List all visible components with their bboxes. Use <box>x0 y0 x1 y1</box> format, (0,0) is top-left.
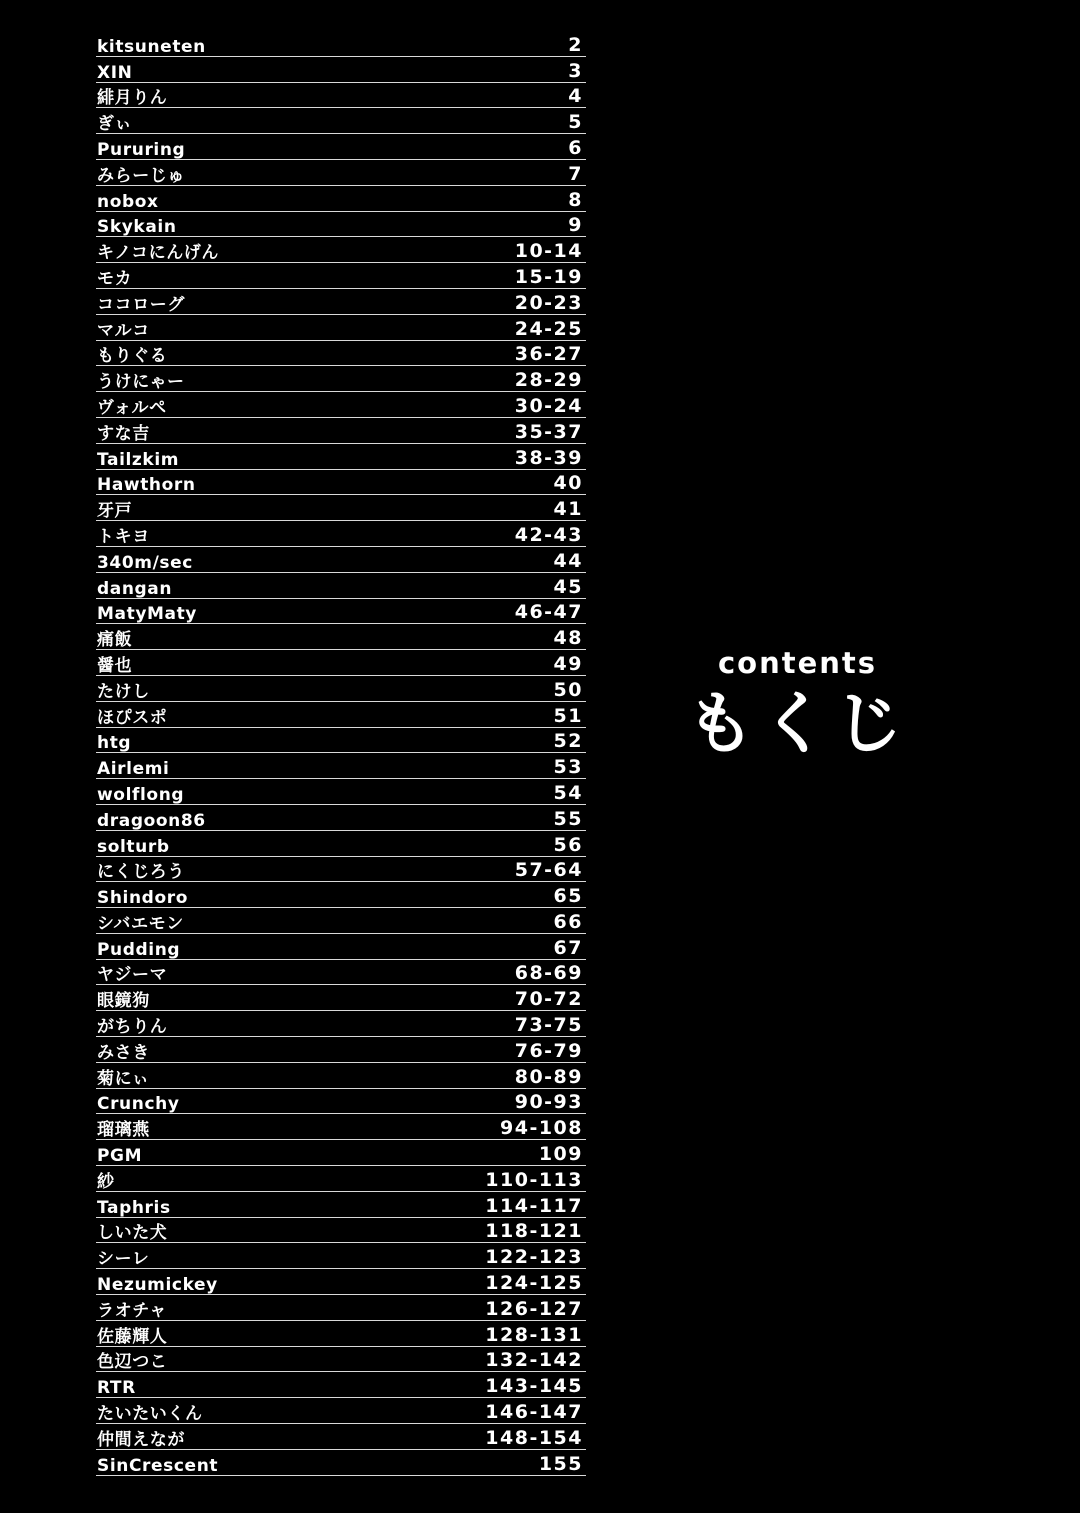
toc-entry <box>96 882 586 908</box>
toc-entry-pages: 2 <box>568 33 583 56</box>
toc-entry <box>96 495 586 521</box>
toc-entry-name: マルコ <box>97 320 150 341</box>
toc-entry-name: dragoon86 <box>97 810 206 831</box>
toc-entry-name: Pudding <box>97 939 181 960</box>
toc-entry <box>96 1269 586 1295</box>
toc-entry <box>96 341 586 367</box>
toc-entry-name: にくじろう <box>97 862 185 883</box>
toc-entry-name: もりぐる <box>97 346 168 367</box>
toc-entry-pages: 46-47 <box>514 601 583 624</box>
toc-entry <box>96 31 586 57</box>
toc-entry <box>96 1011 586 1037</box>
contents-title-block <box>680 645 915 765</box>
toc-entry-name: 緋月りん <box>97 88 168 109</box>
toc-entry-name: キノコにんげん <box>97 243 220 264</box>
toc-entry-name: Airlemi <box>97 759 170 780</box>
toc-entry-name: Pururing <box>97 139 186 160</box>
toc-entry-name: ラオチャ <box>97 1300 167 1321</box>
toc-entry-pages: 66 <box>553 910 583 933</box>
toc-entry-pages: 35-37 <box>514 420 583 443</box>
toc-entry <box>96 1243 586 1269</box>
toc-entry <box>96 470 586 496</box>
toc-entry-name: たけし <box>97 681 150 702</box>
toc-entry <box>96 753 586 779</box>
toc-entry <box>96 237 586 263</box>
toc-entry-name: ぎぃ <box>97 114 133 135</box>
toc-entry <box>96 702 586 728</box>
toc-entry <box>96 805 586 831</box>
toc-entry-name: 菊にぃ <box>97 1068 150 1089</box>
toc-entry-pages: 57-64 <box>514 859 583 882</box>
toc-entry-pages: 68-69 <box>514 962 583 985</box>
toc-entry-pages: 40 <box>553 472 583 495</box>
toc-entry <box>96 1321 586 1347</box>
contents-title-english: contents <box>717 646 878 680</box>
toc-entry-name: ヤジーマ <box>97 965 168 986</box>
toc-entry-pages: 41 <box>553 498 583 521</box>
toc-entry-name: MatyMaty <box>97 604 197 625</box>
toc-entry <box>96 985 586 1011</box>
toc-entry-name: Taphris <box>97 1197 171 1218</box>
toc-entry <box>96 160 586 186</box>
toc-entry <box>96 960 586 986</box>
toc-entry-pages: 122-123 <box>485 1246 583 1269</box>
toc-entry-name: 眼鏡狗 <box>97 991 150 1012</box>
toc-entry <box>96 573 586 599</box>
toc-entry <box>96 1347 586 1373</box>
toc-entry <box>96 857 586 883</box>
toc-entry-name: 340m/sec <box>97 552 193 573</box>
toc-entry-pages: 49 <box>553 652 583 675</box>
toc-entry-pages: 7 <box>568 162 583 185</box>
toc-entry-name: wolflong <box>97 784 185 805</box>
toc-entry-pages: 56 <box>553 833 583 856</box>
toc-entry-name: nobox <box>97 191 159 212</box>
toc-entry-pages: 124-125 <box>485 1272 583 1295</box>
toc-entry-pages: 90-93 <box>514 1091 583 1114</box>
toc-entry-name: 牙戸 <box>97 501 133 522</box>
toc-entry-pages: 44 <box>553 549 583 572</box>
toc-entry-pages: 94-108 <box>500 1117 583 1140</box>
toc-entry <box>96 1218 586 1244</box>
toc-entry-name: ヴォルペ <box>97 397 167 418</box>
toc-entry <box>96 1192 586 1218</box>
toc-entry-pages: 132-142 <box>485 1349 583 1372</box>
toc-entry <box>96 366 586 392</box>
toc-entry-pages: 53 <box>553 756 583 779</box>
toc-entry-pages: 110-113 <box>485 1168 583 1191</box>
toc-entry-pages: 24-25 <box>514 317 583 340</box>
toc-entry-name: SinCrescent <box>97 1455 219 1476</box>
toc-entry-name: みらーじゅ <box>97 165 185 186</box>
toc-entry-pages: 50 <box>553 678 583 701</box>
toc-entry-pages: 3 <box>568 59 583 82</box>
toc-entry-pages: 51 <box>553 704 583 727</box>
toc-entry-pages: 146-147 <box>485 1401 583 1424</box>
toc-entry-name: dangan <box>97 578 173 599</box>
toc-entry <box>96 186 586 212</box>
toc-entry-name: solturb <box>97 836 170 857</box>
toc-entry <box>96 108 586 134</box>
toc-entry-name: kitsuneten <box>97 36 206 57</box>
toc-entry-pages: 28-29 <box>514 369 583 392</box>
toc-entry-pages: 148-154 <box>485 1426 583 1449</box>
toc-entry <box>96 1398 586 1424</box>
toc-entry <box>96 547 586 573</box>
toc-entry-name: Skykain <box>97 217 177 238</box>
toc-entry-pages: 109 <box>538 1143 583 1166</box>
toc-entry <box>96 650 586 676</box>
toc-entry <box>96 831 586 857</box>
toc-entry <box>96 1450 586 1476</box>
toc-entry-name: ほぴスポ <box>97 707 168 728</box>
toc-entry <box>96 392 586 418</box>
toc-entry-pages: 52 <box>553 730 583 753</box>
toc-entry-pages: 15-19 <box>514 265 583 288</box>
toc-entry <box>96 908 586 934</box>
toc-entry-pages: 73-75 <box>514 1014 583 1037</box>
toc-entry-pages: 20-23 <box>514 291 583 314</box>
toc-entry-pages: 30-24 <box>514 394 583 417</box>
toc-entry <box>96 418 586 444</box>
toc-entry-name: しいた犬 <box>97 1223 168 1244</box>
toc-entry <box>96 1372 586 1398</box>
toc-entry-name: 佐藤輝人 <box>97 1326 168 1347</box>
toc-entry-pages: 4 <box>568 85 583 108</box>
toc-entry <box>96 83 586 109</box>
toc-entry-name: がちりん <box>97 1017 168 1038</box>
contents-title-japanese: もくじ <box>686 685 909 764</box>
toc-entry-name: すな吉 <box>97 423 150 444</box>
toc-entry-name: XIN <box>97 62 133 83</box>
toc-entry-pages: 76-79 <box>514 1039 583 1062</box>
toc-entry-pages: 118-121 <box>485 1220 583 1243</box>
toc-entry-name: 色辺つこ <box>97 1352 168 1373</box>
toc-entry-pages: 36-27 <box>514 343 583 366</box>
toc-entry-pages: 67 <box>553 936 583 959</box>
toc-entry <box>96 289 586 315</box>
toc-entry-name: ココローグ <box>97 294 185 315</box>
toc-entry <box>96 1140 586 1166</box>
toc-entry-name: うけにゃー <box>97 372 185 393</box>
toc-entry-name: シーレ <box>97 1249 150 1270</box>
toc-entry-name: みさき <box>97 1042 150 1063</box>
toc-entry <box>96 315 586 341</box>
toc-entry-pages: 42-43 <box>514 523 583 546</box>
toc-entry-name: 痛飯 <box>97 630 133 651</box>
toc-entry-pages: 126-127 <box>485 1297 583 1320</box>
toc-entry-pages: 155 <box>538 1452 583 1475</box>
toc-entry-name: PGM <box>97 1146 143 1167</box>
toc-entry <box>96 1063 586 1089</box>
toc-entry-name: htg <box>97 733 132 754</box>
toc-entry-name: Hawthorn <box>97 475 196 496</box>
toc-entry <box>96 1424 586 1450</box>
toc-entry-pages: 143-145 <box>485 1375 583 1398</box>
toc-entry-name: Crunchy <box>97 1094 180 1115</box>
toc-entry-pages: 128-131 <box>485 1323 583 1346</box>
table-of-contents <box>96 31 586 1476</box>
toc-entry <box>96 1295 586 1321</box>
toc-entry <box>96 599 586 625</box>
toc-entry <box>96 1166 586 1192</box>
toc-entry <box>96 934 586 960</box>
toc-entry-name: 紗 <box>97 1171 115 1192</box>
toc-entry-name: 仲間えなが <box>97 1429 185 1450</box>
toc-entry-name: Tailzkim <box>97 449 180 470</box>
toc-entry-pages: 70-72 <box>514 988 583 1011</box>
toc-entry <box>96 134 586 160</box>
toc-entry-pages: 8 <box>568 188 583 211</box>
toc-entry <box>96 263 586 289</box>
toc-entry-name: 瑠璃燕 <box>97 1120 150 1141</box>
toc-entry-pages: 54 <box>553 781 583 804</box>
toc-entry-pages: 80-89 <box>514 1065 583 1088</box>
toc-entry <box>96 212 586 238</box>
toc-entry-name: たいたいくん <box>97 1404 203 1425</box>
toc-entry-name: トキヨ <box>97 526 150 547</box>
toc-entry <box>96 521 586 547</box>
toc-entry-pages: 114-117 <box>485 1194 583 1217</box>
toc-entry-name: Nezumickey <box>97 1275 218 1296</box>
toc-entry-name: Shindoro <box>97 888 188 909</box>
toc-entry <box>96 728 586 754</box>
toc-entry <box>96 57 586 83</box>
toc-entry <box>96 1114 586 1140</box>
toc-entry <box>96 1037 586 1063</box>
toc-entry-pages: 10-14 <box>514 240 583 263</box>
toc-entry-name: 醤也 <box>97 655 133 676</box>
toc-entry-pages: 5 <box>568 111 583 134</box>
toc-entry-pages: 55 <box>553 807 583 830</box>
toc-entry-pages: 38-39 <box>514 446 583 469</box>
toc-entry-pages: 9 <box>568 214 583 237</box>
toc-entry-pages: 6 <box>568 136 583 159</box>
toc-entry-pages: 48 <box>553 627 583 650</box>
toc-entry <box>96 444 586 470</box>
toc-entry <box>96 624 586 650</box>
toc-entry-name: シバエモン <box>97 913 184 934</box>
toc-entry-name: RTR <box>97 1378 136 1399</box>
toc-entry-pages: 65 <box>553 885 583 908</box>
toc-entry-name: モカ <box>97 268 133 289</box>
toc-entry-pages: 45 <box>553 575 583 598</box>
toc-entry <box>96 1089 586 1115</box>
toc-entry <box>96 676 586 702</box>
toc-entry <box>96 779 586 805</box>
